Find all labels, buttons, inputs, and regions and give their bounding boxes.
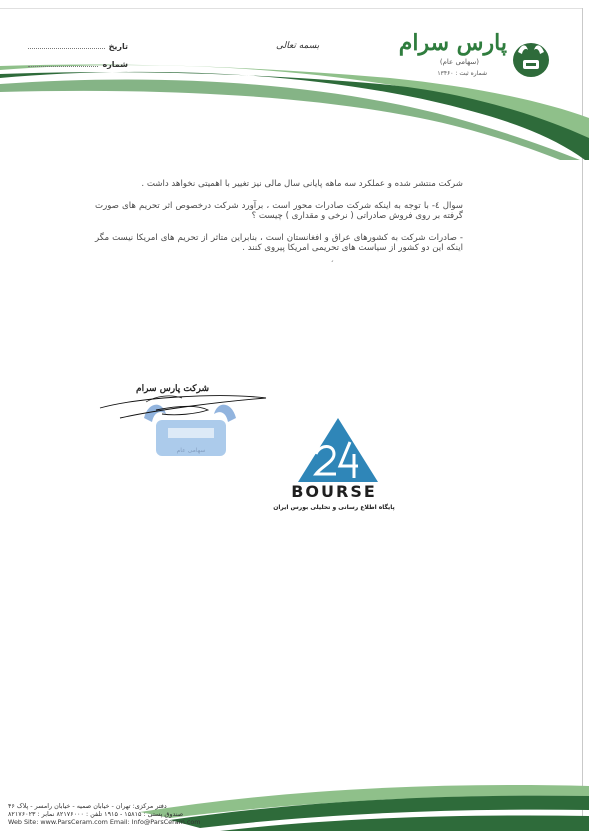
registration-number: شماره ثبت : ۱۳۴۶۰: [437, 70, 487, 77]
footer-contact-block: [8, 802, 201, 826]
letter-body: [95, 180, 463, 262]
pars-ceram-logo-icon: [512, 38, 550, 78]
paragraph-1: شرکت منتشر شده و عملکرد سه ماهه پایانی سال مالی نیز تغییر با اهمیتی نخواهد داشت .: [141, 179, 463, 189]
brand-subtitle: (سهامی عام): [439, 58, 479, 66]
footer-address: دفتر مرکزی: تهران - خیابان صمیه - خیابان رامسر - پلاک ۴۶: [8, 802, 167, 810]
paragraph-3: - صادرات شرکت به کشورهای عراق و افغانستان است ، بنابراین متاثر از تحریم های امریکا نیست مگر اینکه این دو کشور از سیاست های تحریمی امریکا پیروی کنند .: [95, 232, 463, 253]
stray-mark: ˏ: [330, 253, 334, 262]
footer-contact: صندوق پستی : ۱۵۸۱۵ - ۱۹۱۵ تلفن : ۸۲۱۷۶۰۰۰ نمابر : ۸۲۱۷۶۰۲۳: [8, 810, 184, 818]
brand-name: پارس سرام: [398, 30, 507, 56]
date-label: تاریخ: [108, 42, 128, 51]
signature-company-name: شرکت پارس سرام: [136, 384, 210, 394]
paragraph-2: سوال ٤- با توجه به اینکه شرکت صادرات محور است ، برآورد شرکت درخصوص اثر تحریم های صورت گرفته بر روی فروش صادراتی ( نرخی و مقداری ) چیست ؟: [95, 200, 463, 221]
number-label: شماره: [102, 60, 128, 69]
signature-stamp-area: [96, 380, 272, 470]
svg-text:سهامی عام: سهامی عام: [176, 447, 206, 454]
number-field: [28, 58, 128, 69]
bourse-caption: پایگاه اطلاع رسانی و تحلیلی بورس ایران: [273, 504, 395, 511]
date-line: [28, 40, 105, 49]
date-field: [28, 40, 128, 51]
number-line: [28, 58, 98, 67]
header-wave-graphic: [0, 0, 589, 160]
bourse-wordmark: BOURSE: [291, 482, 377, 501]
basmala-heading: بسمه تعالی: [276, 41, 320, 51]
footer-web: Web Site: www.ParsCeram.com Email: Info@ParsCeram.com: [8, 818, 201, 826]
